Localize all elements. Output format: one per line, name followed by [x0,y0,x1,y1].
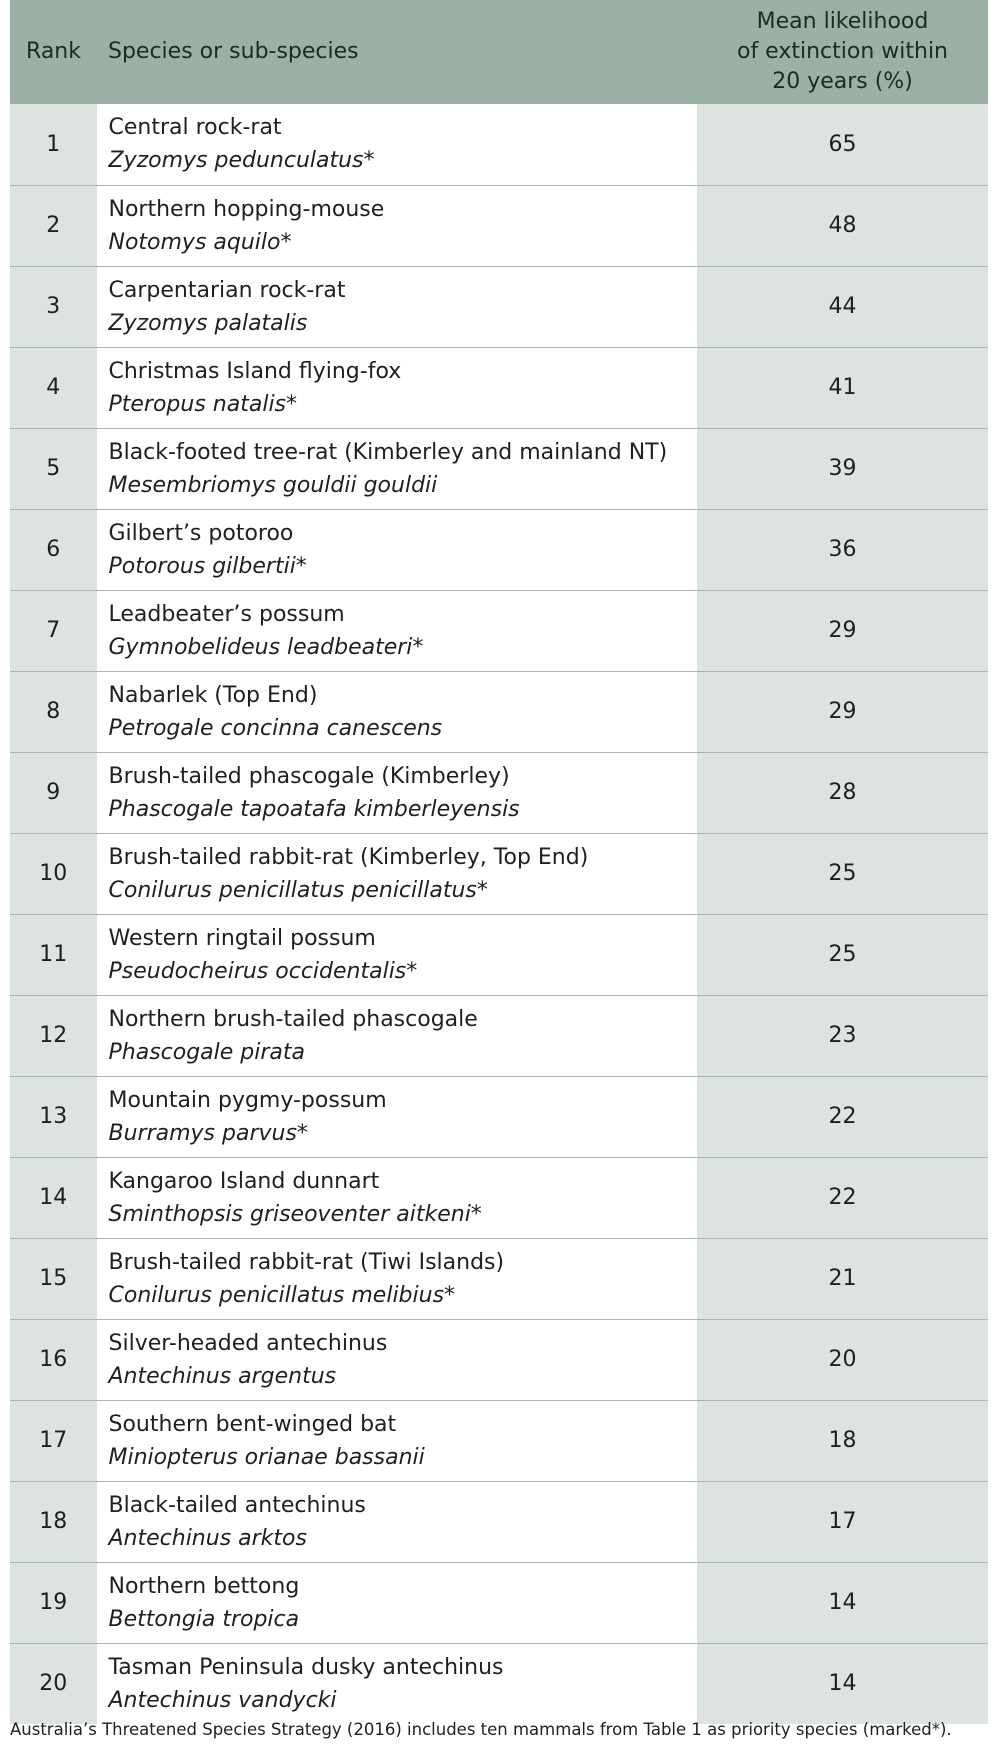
rank-column-header: Rank [26,39,81,64]
species-cell [97,1238,697,1319]
table-row [10,1562,988,1643]
common-name: Brush-tailed rabbit-rat (Tiwi Islands) [108,1249,505,1275]
scientific-name: Sminthopsis griseoventer aitkeni* [108,1201,482,1227]
common-name: Northern bettong [108,1573,300,1599]
scientific-name: Phascogale tapoatafa kimberleyensis [108,796,520,822]
species-cell [97,1157,697,1238]
table-row [10,914,988,995]
rank-cell: 11 [10,914,97,995]
common-name: Christmas Island flying-fox [108,358,402,384]
scientific-name: Pteropus natalis* [108,391,298,417]
common-name: Brush-tailed phascogale (Kimberley) [108,763,510,789]
likelihood-cell: 22 [697,1157,988,1238]
table-row [10,833,988,914]
common-name: Southern bent-winged bat [108,1411,397,1437]
rank-cell: 15 [10,1238,97,1319]
species-cell [97,509,697,590]
scientific-name: Burramys parvus* [108,1120,308,1146]
scientific-name: Zyzomys palatalis [108,310,308,336]
rank-cell: 4 [10,347,97,428]
species-cell [97,185,697,266]
extinction-likelihood-table [10,0,988,1724]
scientific-name: Phascogale pirata [108,1039,306,1065]
footnote: Australia’s Threatened Species Strategy (2016) includes ten mammals from Table 1 as priority species (marked*). [10,1720,952,1739]
scientific-name: Petrogale concinna canescens [108,715,443,741]
table-row [10,995,988,1076]
common-name: Western ringtail possum [108,925,376,951]
species-cell [97,752,697,833]
table-row [10,1643,988,1724]
likelihood-cell: 25 [697,914,988,995]
common-name: Northern brush-tailed phascogale [108,1006,478,1032]
species-cell [97,1400,697,1481]
species-cell [97,1319,697,1400]
species-cell [97,1562,697,1643]
common-name: Silver-headed antechinus [108,1330,388,1356]
table-row [10,428,988,509]
species-cell [97,671,697,752]
species-cell [97,1076,697,1157]
species-cell [97,347,697,428]
table-header [10,0,988,104]
common-name: Black-tailed antechinus [108,1492,366,1518]
table-row [10,1157,988,1238]
rank-cell: 1 [10,104,97,185]
scientific-name: Antechinus vandycki [108,1687,337,1713]
scientific-name: Conilurus penicillatus melibius* [108,1282,456,1308]
common-name: Mountain pygmy-possum [108,1087,387,1113]
common-name: Nabarlek (Top End) [108,682,318,708]
table-row [10,185,988,266]
table-row [10,590,988,671]
rank-cell: 14 [10,1157,97,1238]
table-row [10,266,988,347]
table-row [10,671,988,752]
table-row [10,1076,988,1157]
rank-cell: 6 [10,509,97,590]
table-row [10,1319,988,1400]
scientific-name: Bettongia tropica [108,1606,300,1632]
likelihood-header-line: of extinction within [736,39,948,64]
common-name: Central rock-rat [108,115,282,141]
species-column-header: Species or sub-species [108,39,359,64]
table-row [10,1481,988,1562]
rank-cell: 17 [10,1400,97,1481]
rank-cell: 7 [10,590,97,671]
scientific-name: Antechinus arktos [108,1525,307,1551]
likelihood-cell: 29 [697,590,988,671]
common-name: Carpentarian rock-rat [108,277,346,303]
rank-cell: 12 [10,995,97,1076]
likelihood-cell: 28 [697,752,988,833]
likelihood-cell: 41 [697,347,988,428]
likelihood-cell: 25 [697,833,988,914]
scientific-name: Potorous gilbertii* [108,553,307,579]
scientific-name: Antechinus argentus [108,1363,337,1389]
scientific-name: Conilurus penicillatus penicillatus* [108,877,488,903]
species-cell [97,1481,697,1562]
table-row [10,1238,988,1319]
common-name: Leadbeater’s possum [108,601,345,627]
rank-cell: 19 [10,1562,97,1643]
table-body [10,104,988,1724]
table-header-row [10,0,988,104]
species-cell [97,995,697,1076]
table-row [10,1400,988,1481]
likelihood-cell: 14 [697,1562,988,1643]
scientific-name: Pseudocheirus occidentalis* [108,958,418,984]
likelihood-cell: 65 [697,104,988,185]
scientific-name: Zyzomys pedunculatus* [108,148,375,174]
likelihood-cell: 14 [697,1643,988,1724]
species-cell [97,833,697,914]
species-cell [97,104,697,185]
likelihood-header-line: Mean likelihood [756,9,929,34]
common-name: Brush-tailed rabbit-rat (Kimberley, Top End) [108,844,589,870]
likelihood-cell: 48 [697,185,988,266]
likelihood-column-header [697,0,988,104]
likelihood-cell: 21 [697,1238,988,1319]
scientific-name: Miniopterus orianae bassanii [108,1444,425,1470]
species-cell [97,590,697,671]
table-row [10,752,988,833]
common-name: Northern hopping-mouse [108,196,385,222]
common-name: Gilbert’s potoroo [108,520,294,546]
species-cell [97,914,697,995]
likelihood-cell: 44 [697,266,988,347]
likelihood-cell: 39 [697,428,988,509]
rank-cell: 9 [10,752,97,833]
common-name: Black-footed tree-rat (Kimberley and mainland NT) [108,439,668,465]
rank-cell: 8 [10,671,97,752]
likelihood-cell: 29 [697,671,988,752]
species-cell [97,266,697,347]
extinction-likelihood-table-container [10,0,988,1724]
likelihood-cell: 18 [697,1400,988,1481]
common-name: Tasman Peninsula dusky antechinus [108,1654,504,1680]
common-name: Kangaroo Island dunnart [108,1168,380,1194]
rank-cell: 16 [10,1319,97,1400]
likelihood-cell: 23 [697,995,988,1076]
species-cell [97,1643,697,1724]
rank-cell: 3 [10,266,97,347]
scientific-name: Mesembriomys gouldii gouldii [108,472,438,498]
rank-cell: 5 [10,428,97,509]
table-row [10,104,988,185]
species-cell [97,428,697,509]
likelihood-cell: 36 [697,509,988,590]
table-row [10,509,988,590]
likelihood-cell: 17 [697,1481,988,1562]
rank-cell: 10 [10,833,97,914]
scientific-name: Notomys aquilo* [108,229,292,255]
rank-cell: 20 [10,1643,97,1724]
likelihood-cell: 20 [697,1319,988,1400]
table-row [10,347,988,428]
scientific-name: Gymnobelideus leadbeateri* [108,634,424,660]
rank-cell: 13 [10,1076,97,1157]
likelihood-cell: 22 [697,1076,988,1157]
rank-cell: 2 [10,185,97,266]
likelihood-header-line: 20 years (%) [772,69,913,94]
rank-cell: 18 [10,1481,97,1562]
